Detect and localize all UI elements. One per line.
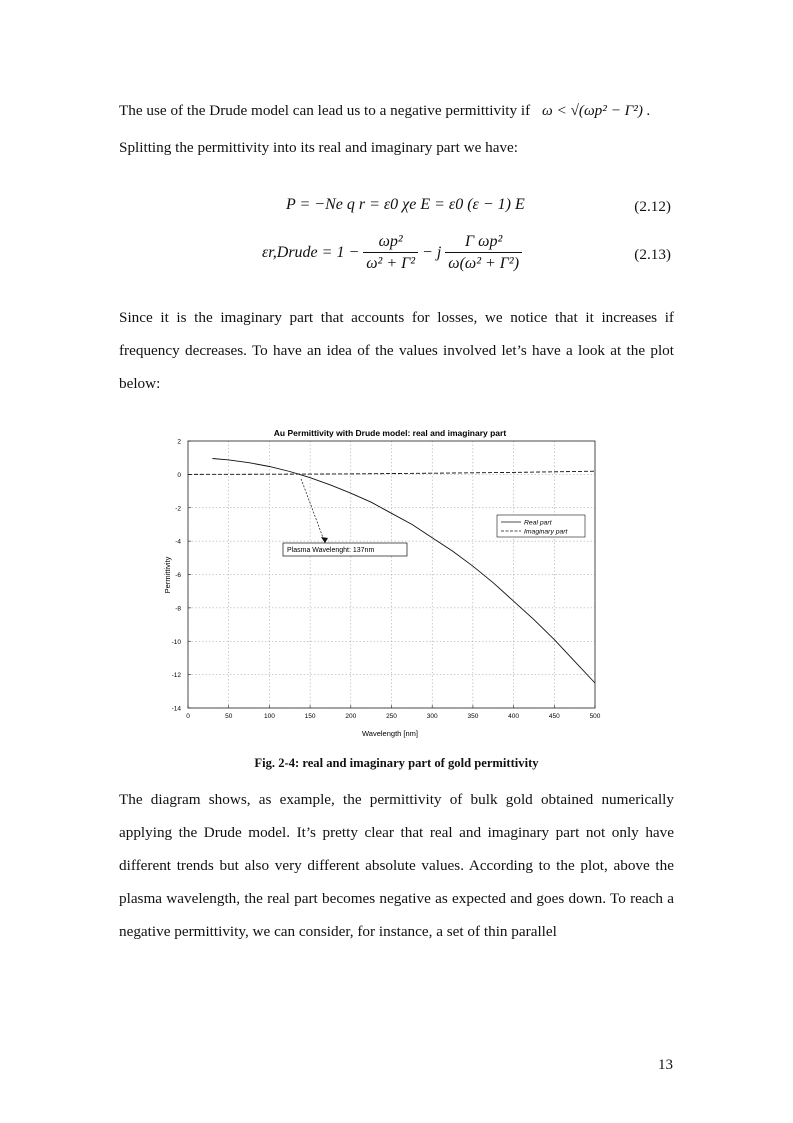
equation-2-13-number: (2.13) xyxy=(634,246,671,263)
annotation-arrow xyxy=(301,477,325,543)
x-tick-labels xyxy=(186,713,601,720)
figure-caption: Fig. 2-4: real and imaginary part of gold permittivity xyxy=(254,756,539,770)
permittivity-chart xyxy=(155,420,615,750)
x-tick-label: 200 xyxy=(345,713,357,720)
x-tick-label: 500 xyxy=(589,713,601,720)
eq-lhs: εr,Drude = 1 − xyxy=(262,244,360,262)
y-tick-label: -10 xyxy=(171,638,181,646)
y-tick-label: -12 xyxy=(171,672,181,680)
x-tick-label: 350 xyxy=(467,713,479,720)
x-axis-label: Wavelength [nm] xyxy=(362,729,418,738)
x-tick-label: 50 xyxy=(225,713,233,720)
y-tick-label: -6 xyxy=(175,572,181,579)
x-tick-label: 250 xyxy=(386,713,397,720)
annotation-arrowhead xyxy=(321,537,328,543)
y-tick-label: 2 xyxy=(177,438,181,446)
frac2-numerator: Γ ωp² xyxy=(445,232,522,253)
intro-line-2: Splitting the permittivity into its real and imaginary part we have: xyxy=(119,139,519,156)
real-part-line xyxy=(212,459,595,684)
legend-label: Real part xyxy=(524,519,552,527)
page-number: 13 xyxy=(658,1057,673,1073)
x-tick-label: 450 xyxy=(548,713,560,720)
chart-grid xyxy=(188,441,595,708)
paragraph-losses: Since it is the imaginary part that accounts for losses, we notice that it increases if frequency decreases. To have an idea of the values involved let’s have a look at the plot below: xyxy=(119,309,674,392)
paragraph-diagram: The diagram shows, as example, the permittivity of bulk gold obtained numerically applying the Drude model. It’s pretty clear that real and imaginary part not only have different trends but also very different absolute values. According to the plot, above the plasma wavelength, the real part becomes negative as expected and goes down. To reach a negative permittivity, we can consider, for instance, a set of thin parallel xyxy=(119,791,674,940)
equation-2-12: P = −Ne q r = ε0 χe E = ε0 (ε − 1) E xyxy=(286,196,525,213)
y-tick-label: -14 xyxy=(171,705,181,713)
drude-condition: ω < √(ωp² − Γ²) . xyxy=(542,102,651,119)
eq-middle: − j xyxy=(422,244,442,262)
x-tick-label: 0 xyxy=(186,713,190,720)
y-tick-label: -2 xyxy=(175,505,181,513)
x-tick-label: 400 xyxy=(508,713,520,720)
frac1-numerator: ωp² xyxy=(363,232,418,253)
y-tick-label: -4 xyxy=(175,538,181,546)
legend-label: Imaginary part xyxy=(524,528,568,536)
frac2-denominator: ω(ω² + Γ²) xyxy=(448,255,520,272)
eq-fraction-1 xyxy=(363,232,418,275)
y-tick-label: -8 xyxy=(175,605,181,613)
x-tick-label: 100 xyxy=(263,713,275,720)
x-tick-label: 300 xyxy=(426,713,438,720)
y-axis-label: Permittivity xyxy=(163,556,172,594)
equation-2-12-number: (2.12) xyxy=(634,198,671,215)
y-tick-label: 0 xyxy=(177,471,181,479)
eq-fraction-2 xyxy=(445,232,522,275)
intro-line-1 xyxy=(119,98,651,124)
annotation-text: Plasma Wavelenght: 137nm xyxy=(287,547,375,554)
plasma-annotation xyxy=(283,477,407,556)
x-tick-label: 150 xyxy=(304,713,316,720)
equation-2-13 xyxy=(262,232,522,275)
intro-text: The use of the Drude model can lead us to a negative permittivity if xyxy=(119,102,531,119)
chart-legend xyxy=(497,515,585,537)
frac1-denominator: ω² + Γ² xyxy=(366,255,416,272)
chart-title: Au Permittivity with Drude model: real and imaginary part xyxy=(273,428,507,438)
y-tick-labels xyxy=(172,439,182,713)
